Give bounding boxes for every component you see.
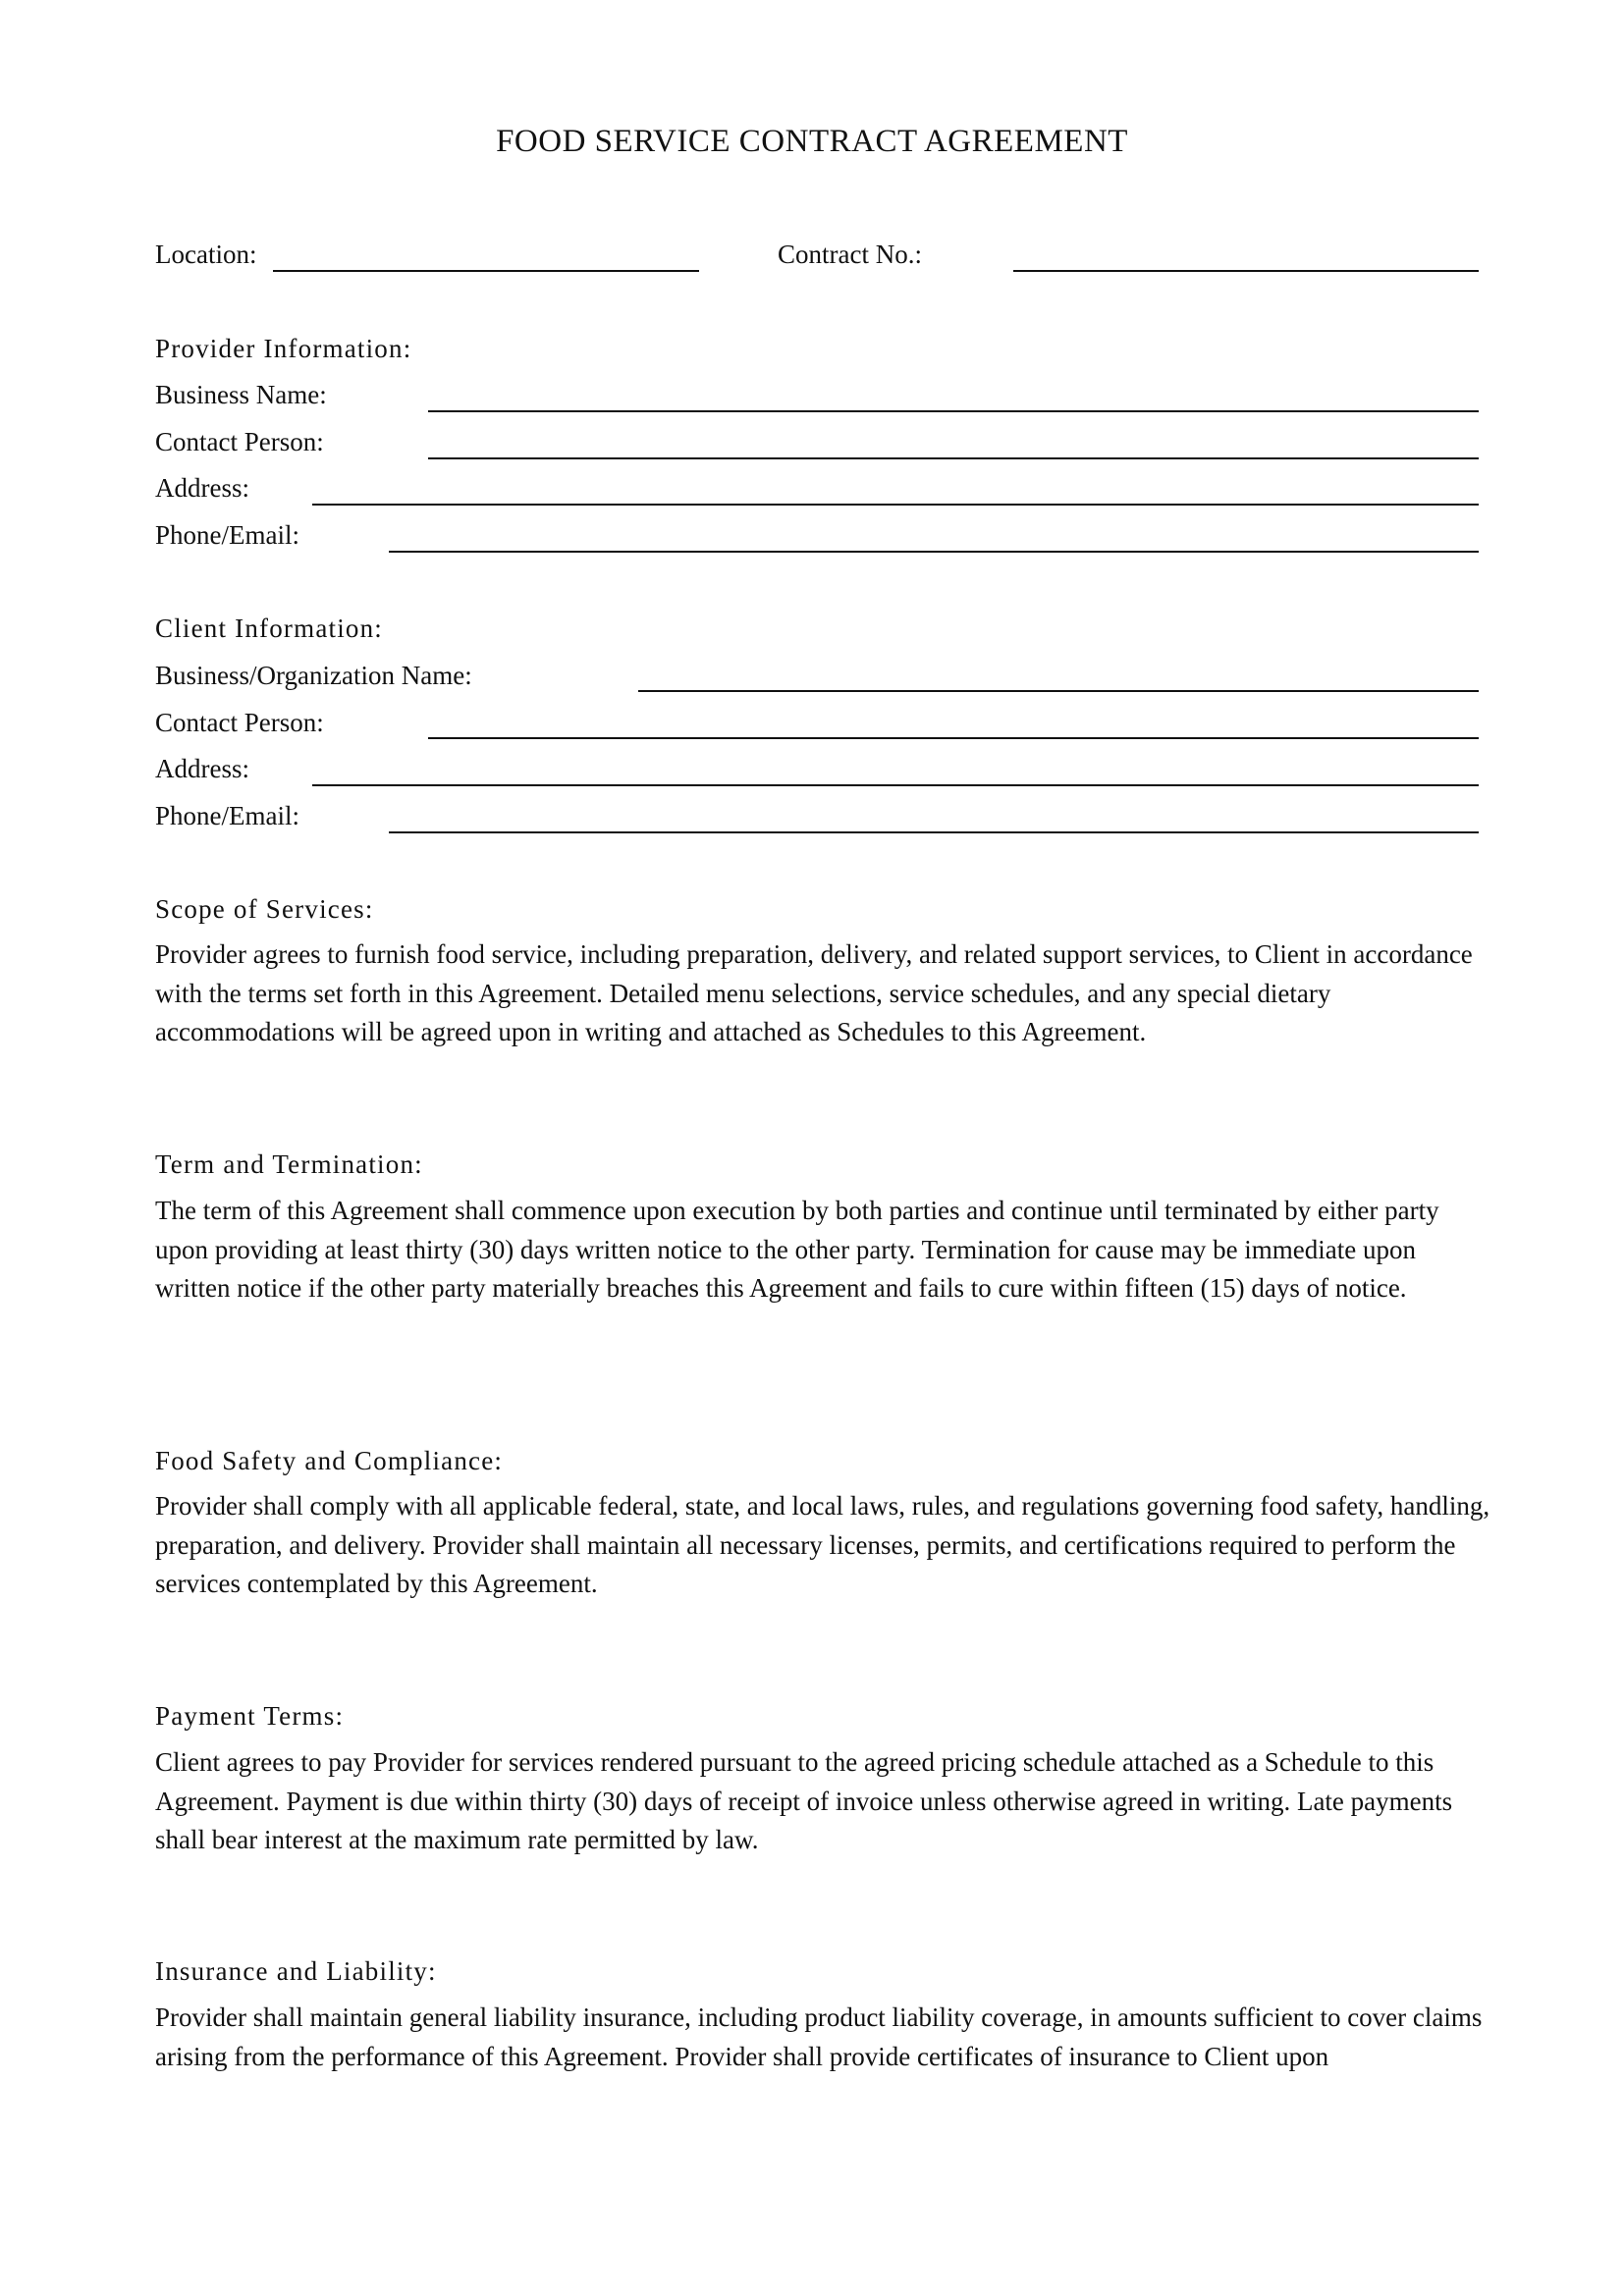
provider-contact-person-label: Contact Person: [155,427,324,456]
provider-business-name-line[interactable] [428,410,1479,412]
client-heading: Client Information: [155,614,384,643]
location-input-line[interactable] [273,270,699,272]
client-contact-person-label: Contact Person: [155,708,324,737]
provider-address-label: Address: [155,473,249,503]
contract-no-input-line[interactable] [1013,270,1479,272]
provider-address-line[interactable] [312,504,1479,506]
safety-body: Provider shall comply with all applicable federal, state, and local laws, rules, and regulations governing food safety, handling, preparation, and delivery. Provider shall maintain all necessary licenses, permits, and certifications required to perform the services contemplated by this Agreement. [155,1491,1490,1598]
provider-contact-person-line[interactable] [428,457,1479,459]
provider-heading: Provider Information: [155,334,412,363]
provider-phone-email-label: Phone/Email: [155,520,299,550]
client-address-label: Address: [155,754,249,783]
contract-no-label: Contract No.: [778,240,922,269]
insurance-heading: Insurance and Liability: [155,1956,437,1986]
term-body: The term of this Agreement shall commence upon execution by both parties and continue until terminated by either party upon providing at least thirty (30) days written notice to the other party. Termination for cause may be immediate upon written notice if the other party materially breaches this Agreement and fails to cure within fifteen (15) days of notice. [155,1196,1439,1303]
client-phone-email-line[interactable] [389,831,1479,833]
scope-body: Provider agrees to furnish food service, including preparation, delivery, and related support services, to Client in accordance with the terms set forth in this Agreement. Detailed menu selections, service schedules, and any special dietary accommodations will be agreed upon in writing and attached as Schedules to this Agreement. [155,939,1473,1046]
term-heading: Term and Termination: [155,1149,423,1179]
client-phone-email-label: Phone/Email: [155,801,299,830]
insurance-body: Provider shall maintain general liability insurance, including product liability coverage, in amounts sufficient to cover claims arising from the performance of this Agreement. Provider shall provide certificates of insurance to Client upon [155,2002,1483,2071]
document-title: FOOD SERVICE CONTRACT AGREEMENT [496,124,1128,159]
payment-heading: Payment Terms: [155,1701,345,1731]
provider-phone-email-line[interactable] [389,551,1479,553]
safety-heading: Food Safety and Compliance: [155,1446,504,1475]
provider-business-name-label: Business Name: [155,380,327,409]
client-business-name-label: Business/Organization Name: [155,661,472,690]
scope-heading: Scope of Services: [155,894,374,924]
location-label: Location: [155,240,257,269]
payment-body: Client agrees to pay Provider for services rendered pursuant to the agreed pricing schedule attached as a Schedule to this Agreement. Payment is due within thirty (30) days of receipt of invoice unless otherwise agreed in writing. Late payments shall bear interest at the maximum rate permitted by law. [155,1747,1453,1854]
client-business-name-line[interactable] [638,690,1479,692]
client-contact-person-line[interactable] [428,737,1479,739]
client-address-line[interactable] [312,784,1479,786]
